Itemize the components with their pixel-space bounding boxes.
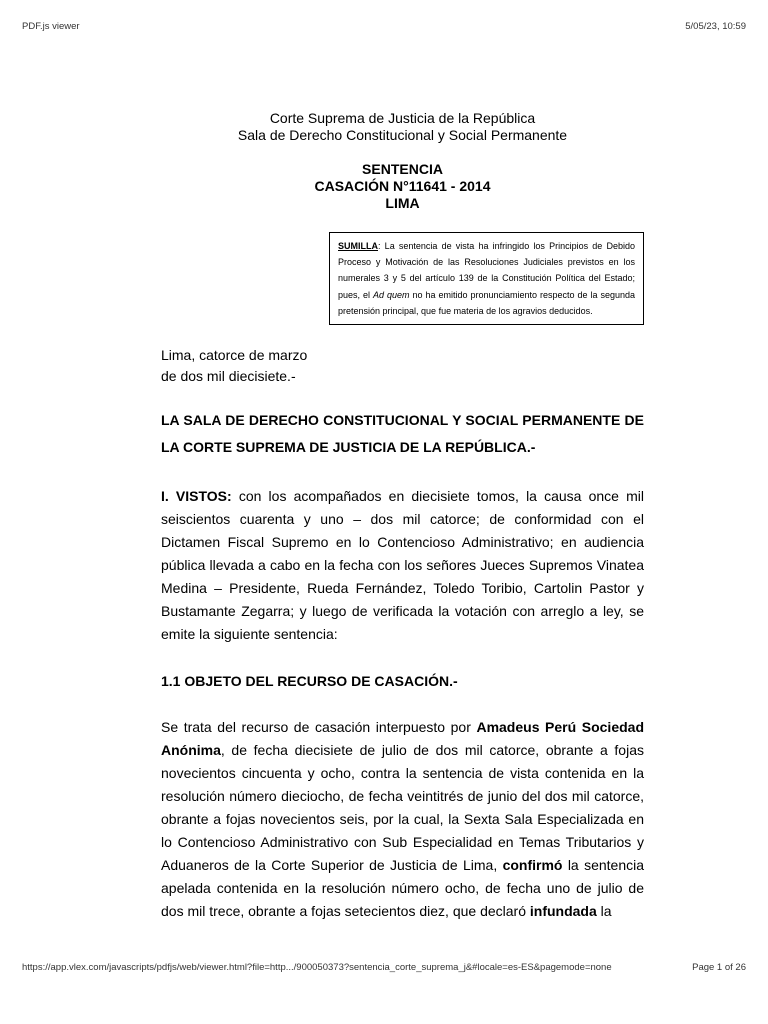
- sumilla-text-2: no ha emitido pronunciamiento respecto de la segunda pretensión principal, que fue materia de los agravios deducidos.: [338, 289, 635, 316]
- date-line-1: Lima, catorce de marzo: [161, 347, 308, 364]
- vistos-text: con los acompañados en diecisiete tomos, la causa once mil seiscientos cuarenta y uno – dos mil catorce; de conformidad con el Dictamen Fiscal Supremo en lo Contencioso Administrativo; en audiencia pública llevada a cabo en la fecha con los señores Jueces Supremos Vinatea Medina – Presidente, Rueda Fernández, Toledo Toribio, Cartolin Pastor y Bustamante Zegarra; y luego de verificada la votación con arreglo a ley, se emite la siguiente sentencia:: [161, 488, 644, 643]
- vistos-paragraph: [161, 485, 644, 646]
- trata-text-1: Se trata del recurso de casación interpuesto por: [161, 719, 477, 736]
- print-footer-page: Page 1 of 26: [692, 962, 746, 973]
- trata-bold-3: infundada: [529, 903, 597, 920]
- court-header: [161, 110, 644, 144]
- print-header: [0, 0, 768, 40]
- trata-text-3: la sentencia apelada contenida en la resolución número ocho, de fecha uno de julio de dos mil trece, obrante a fojas setecientos diez, que declaró: [161, 857, 645, 920]
- sala-heading: LA SALA DE DERECHO CONSTITUCIONAL Y SOCIAL PERMANENTE DE LA CORTE SUPREMA DE JUSTICIA DE LA REPÚBLICA.-: [161, 412, 644, 456]
- trata-text-2: , de fecha diecisiete de julio de dos mil catorce, obrante a fojas novecientos cincuenta y ocho, contra la sentencia de vista contenida en la resolución número dieciocho, de fecha veintitrés de junio del dos mil catorce, obrante a fojas novecientos seis, por la cual, la Sexta Sala Especializada en lo Contencioso Administrativo con Sub Especialidad en Temas Tributarios y Aduaneros de la Corte Superior de Justicia de Lima,: [161, 742, 644, 874]
- trata-bold-1: Amadeus Perú Sociedad Anónima: [161, 719, 644, 759]
- print-header-title: PDF.js viewer: [22, 21, 80, 32]
- print-header-datetime: 5/05/23, 10:59: [685, 21, 746, 32]
- trata-text-4: la: [596, 903, 612, 920]
- sumilla-italic: Ad quem: [372, 289, 410, 300]
- document-title: [161, 161, 644, 212]
- date-block: [161, 345, 644, 387]
- trata-paragraph: [161, 716, 644, 923]
- print-footer-url: https://app.vlex.com/javascripts/pdfjs/web/viewer.html?file=http.../900050373?sentencia_corte_suprema_j&#locale=es-ES&pagemode=none: [22, 962, 612, 973]
- print-footer: [0, 960, 768, 980]
- trata-bold-2: confirmó: [502, 857, 563, 874]
- court-name: Corte Suprema de Justicia de la República: [269, 110, 536, 126]
- sumilla-text-1: : La sentencia de vista ha infringido los Principios de Debido Proceso y Motivación de las Resoluciones Judiciales previstos en los numerales 3 y 5 del artículo 139 de la Constitución Política del Estado; pues, el: [338, 241, 635, 300]
- section-heading: 1.1 OBJETO DEL RECURSO DE CASACIÓN.-: [161, 673, 458, 690]
- sumilla-box: [329, 232, 644, 325]
- title-casacion: CASACIÓN N°11641 - 2014: [314, 178, 491, 194]
- title-sentencia: SENTENCIA: [362, 161, 443, 177]
- sala-name: Sala de Derecho Constitucional y Social Permanente: [237, 127, 568, 143]
- vistos-label: I. VISTOS:: [161, 488, 232, 505]
- date-line-2: de dos mil diecisiete.-: [161, 368, 296, 385]
- sumilla-label: SUMILLA: [338, 241, 378, 251]
- title-lima: LIMA: [385, 195, 420, 211]
- document-page: [161, 110, 644, 923]
